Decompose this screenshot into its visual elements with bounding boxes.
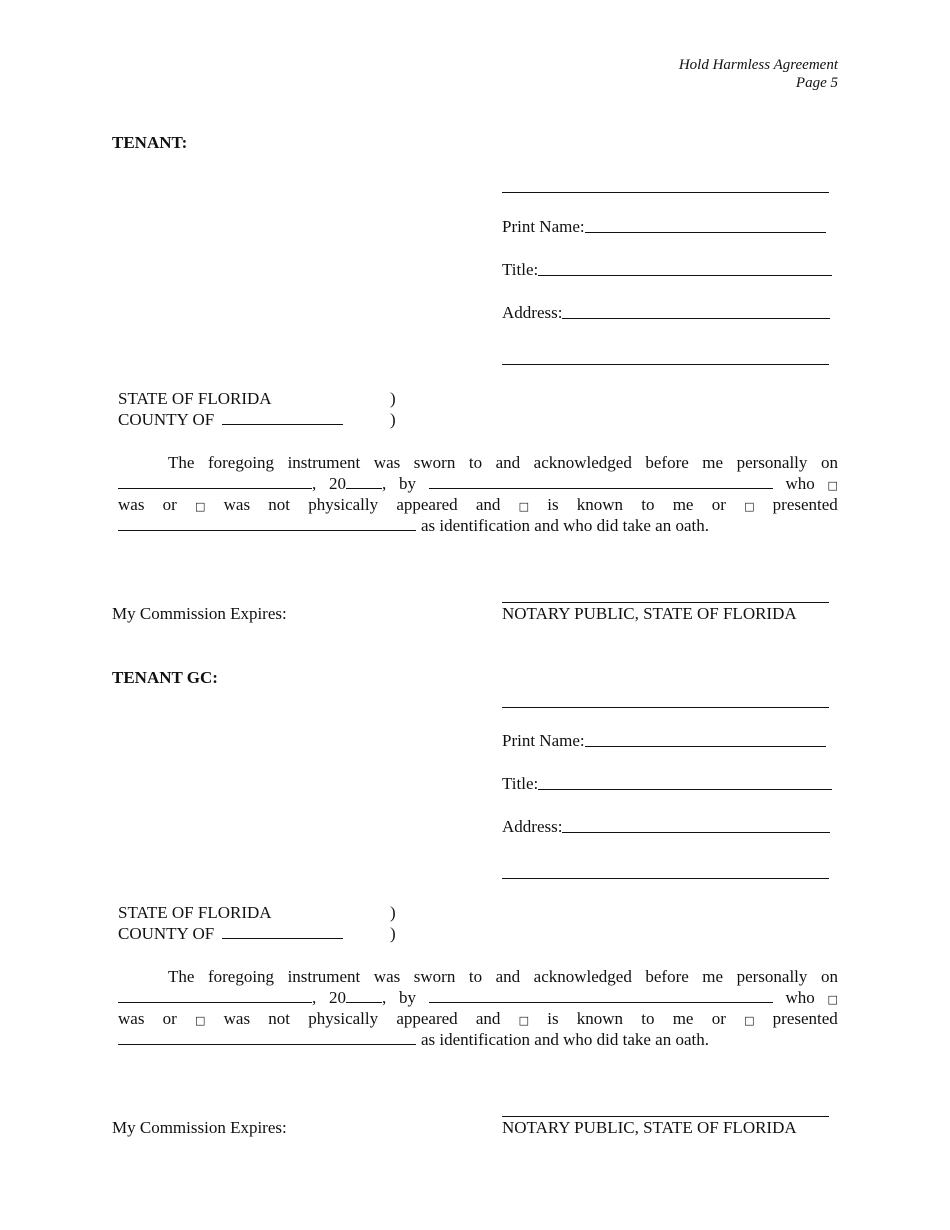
- affiant-name-blank[interactable]: [429, 475, 773, 489]
- ack-word: me: [672, 495, 694, 514]
- ack-word: The: [168, 453, 195, 472]
- ack-word: to: [468, 967, 483, 986]
- ack-word: or: [162, 1009, 177, 1028]
- ack-word: me: [702, 453, 724, 472]
- ack-ending: as identification and who did take an oath.: [421, 516, 709, 535]
- checkbox-not-physically-present[interactable]: □: [195, 500, 206, 513]
- ack-word: was: [373, 967, 401, 986]
- title-blank[interactable]: [538, 275, 832, 276]
- ack-word: was: [118, 495, 145, 514]
- ack-word: sworn: [413, 967, 456, 986]
- tenant-notary-label: NOTARY PUBLIC, STATE OF FLORIDA: [502, 604, 797, 623]
- address-blank[interactable]: [562, 318, 830, 319]
- tenant-gc-signature-line[interactable]: [502, 707, 829, 708]
- affiant-name-blank[interactable]: [429, 989, 773, 1003]
- ack-word: to: [641, 495, 655, 514]
- ack-word: was: [223, 495, 251, 514]
- year-prefix: 20: [329, 988, 346, 1007]
- identification-blank[interactable]: [118, 517, 416, 531]
- ack-word: on: [820, 453, 838, 472]
- county-blank[interactable]: [222, 925, 343, 939]
- ack-word: personally: [736, 967, 808, 986]
- county-blank[interactable]: [222, 411, 343, 425]
- page-number: Page 5: [795, 75, 838, 91]
- ack-word: before: [645, 453, 689, 472]
- ack-word: sworn: [413, 453, 456, 472]
- ack-punct: ,: [382, 474, 387, 493]
- venue-paren: ): [390, 924, 396, 943]
- venue-state: STATE OF FLORIDA: [118, 389, 272, 408]
- title-blank[interactable]: [538, 789, 832, 790]
- year-blank[interactable]: [346, 475, 382, 489]
- ack-word: me: [672, 1009, 694, 1028]
- tenant-print-name-field[interactable]: [502, 216, 826, 237]
- tenant-venue: [118, 388, 408, 430]
- venue-paren: ): [390, 389, 396, 408]
- ack-word: foregoing: [207, 453, 275, 472]
- tenant-address-field[interactable]: [502, 302, 830, 323]
- print-name-label: Print Name:: [502, 731, 585, 750]
- checkbox-presented-id[interactable]: □: [744, 1014, 755, 1027]
- document-title: Hold Harmless Agreement: [678, 57, 838, 73]
- venue-state: STATE OF FLORIDA: [118, 903, 272, 922]
- ack-word: not: [268, 1009, 291, 1028]
- ack-word: known: [576, 495, 624, 514]
- ack-word: and: [475, 495, 501, 514]
- tenant-heading: TENANT:: [112, 133, 188, 152]
- ack-word: and: [495, 453, 521, 472]
- venue-paren: ): [390, 903, 396, 922]
- ack-word: and: [475, 1009, 501, 1028]
- tenant-gc-notary-label: NOTARY PUBLIC, STATE OF FLORIDA: [502, 1118, 797, 1137]
- ack-word: or: [711, 1009, 726, 1028]
- ack-punct: ,: [382, 988, 387, 1007]
- ack-word: The: [168, 967, 195, 986]
- checkbox-presented-id[interactable]: □: [744, 500, 755, 513]
- tenant-gc-print-name-field[interactable]: [502, 730, 826, 751]
- title-label: Title:: [502, 260, 539, 279]
- ack-word: foregoing: [207, 967, 275, 986]
- ack-word: or: [711, 495, 726, 514]
- ack-word: appeared: [396, 1009, 458, 1028]
- page-header: [679, 56, 838, 92]
- checkbox-known[interactable]: □: [518, 1014, 530, 1027]
- ack-word: presented: [772, 495, 838, 514]
- ack-word: was: [223, 1009, 251, 1028]
- date-blank[interactable]: [118, 475, 312, 489]
- ack-word: to: [641, 1009, 655, 1028]
- ack-word: instrument: [287, 453, 361, 472]
- tenant-gc-acknowledgment: [118, 966, 838, 1050]
- venue-county: COUNTY OF: [118, 924, 215, 943]
- venue-paren: ): [390, 410, 396, 429]
- checkbox-known[interactable]: □: [518, 500, 530, 513]
- ack-word: personally: [736, 453, 808, 472]
- ack-word: appeared: [396, 495, 458, 514]
- address-label: Address:: [502, 303, 563, 322]
- ack-word: who: [785, 474, 815, 493]
- ack-word: by: [399, 988, 416, 1007]
- ack-word: acknowledged: [533, 967, 632, 986]
- ack-word: on: [820, 967, 838, 986]
- ack-word: and: [495, 967, 521, 986]
- ack-word: before: [645, 967, 689, 986]
- tenant-commission-label: My Commission Expires:: [112, 604, 287, 623]
- ack-word: physically: [308, 1009, 379, 1028]
- ack-word: not: [268, 495, 291, 514]
- address-label: Address:: [502, 817, 563, 836]
- ack-word: by: [399, 474, 416, 493]
- ack-word: physically: [308, 495, 379, 514]
- print-name-blank[interactable]: [585, 232, 826, 233]
- ack-word: instrument: [287, 967, 361, 986]
- checkbox-physically-present[interactable]: □: [827, 479, 838, 492]
- title-label: Title:: [502, 774, 539, 793]
- ack-punct: ,: [312, 474, 317, 493]
- ack-word: presented: [772, 1009, 838, 1028]
- ack-word: was: [373, 453, 401, 472]
- venue-county: COUNTY OF: [118, 410, 215, 429]
- ack-word: to: [468, 453, 483, 472]
- tenant-gc-heading: TENANT GC:: [112, 668, 218, 687]
- date-blank[interactable]: [118, 989, 312, 1003]
- ack-word: or: [162, 495, 177, 514]
- ack-word: is: [547, 495, 559, 514]
- year-prefix: 20: [329, 474, 346, 493]
- tenant-title-field[interactable]: [502, 259, 832, 280]
- tenant-gc-address-line-2[interactable]: [502, 878, 829, 879]
- ack-word: who: [785, 988, 815, 1007]
- tenant-gc-commission-label: My Commission Expires:: [112, 1118, 287, 1137]
- ack-word: was: [118, 1009, 145, 1028]
- tenant-acknowledgment: [118, 452, 838, 536]
- ack-word: known: [576, 1009, 624, 1028]
- checkbox-physically-present[interactable]: □: [827, 993, 838, 1006]
- address-blank[interactable]: [562, 832, 830, 833]
- ack-ending: as identification and who did take an oath.: [421, 1030, 709, 1049]
- ack-word: acknowledged: [533, 453, 632, 472]
- print-name-label: Print Name:: [502, 217, 585, 236]
- tenant-signature-line[interactable]: [502, 192, 829, 193]
- tenant-gc-title-field[interactable]: [502, 773, 832, 794]
- checkbox-not-physically-present[interactable]: □: [195, 1014, 206, 1027]
- ack-punct: ,: [312, 988, 317, 1007]
- ack-word: me: [702, 967, 724, 986]
- identification-blank[interactable]: [118, 1031, 416, 1045]
- year-blank[interactable]: [346, 989, 382, 1003]
- tenant-gc-address-field[interactable]: [502, 816, 830, 837]
- print-name-blank[interactable]: [585, 746, 826, 747]
- ack-word: is: [547, 1009, 559, 1028]
- tenant-gc-venue: [118, 902, 408, 944]
- tenant-address-line-2[interactable]: [502, 364, 829, 365]
